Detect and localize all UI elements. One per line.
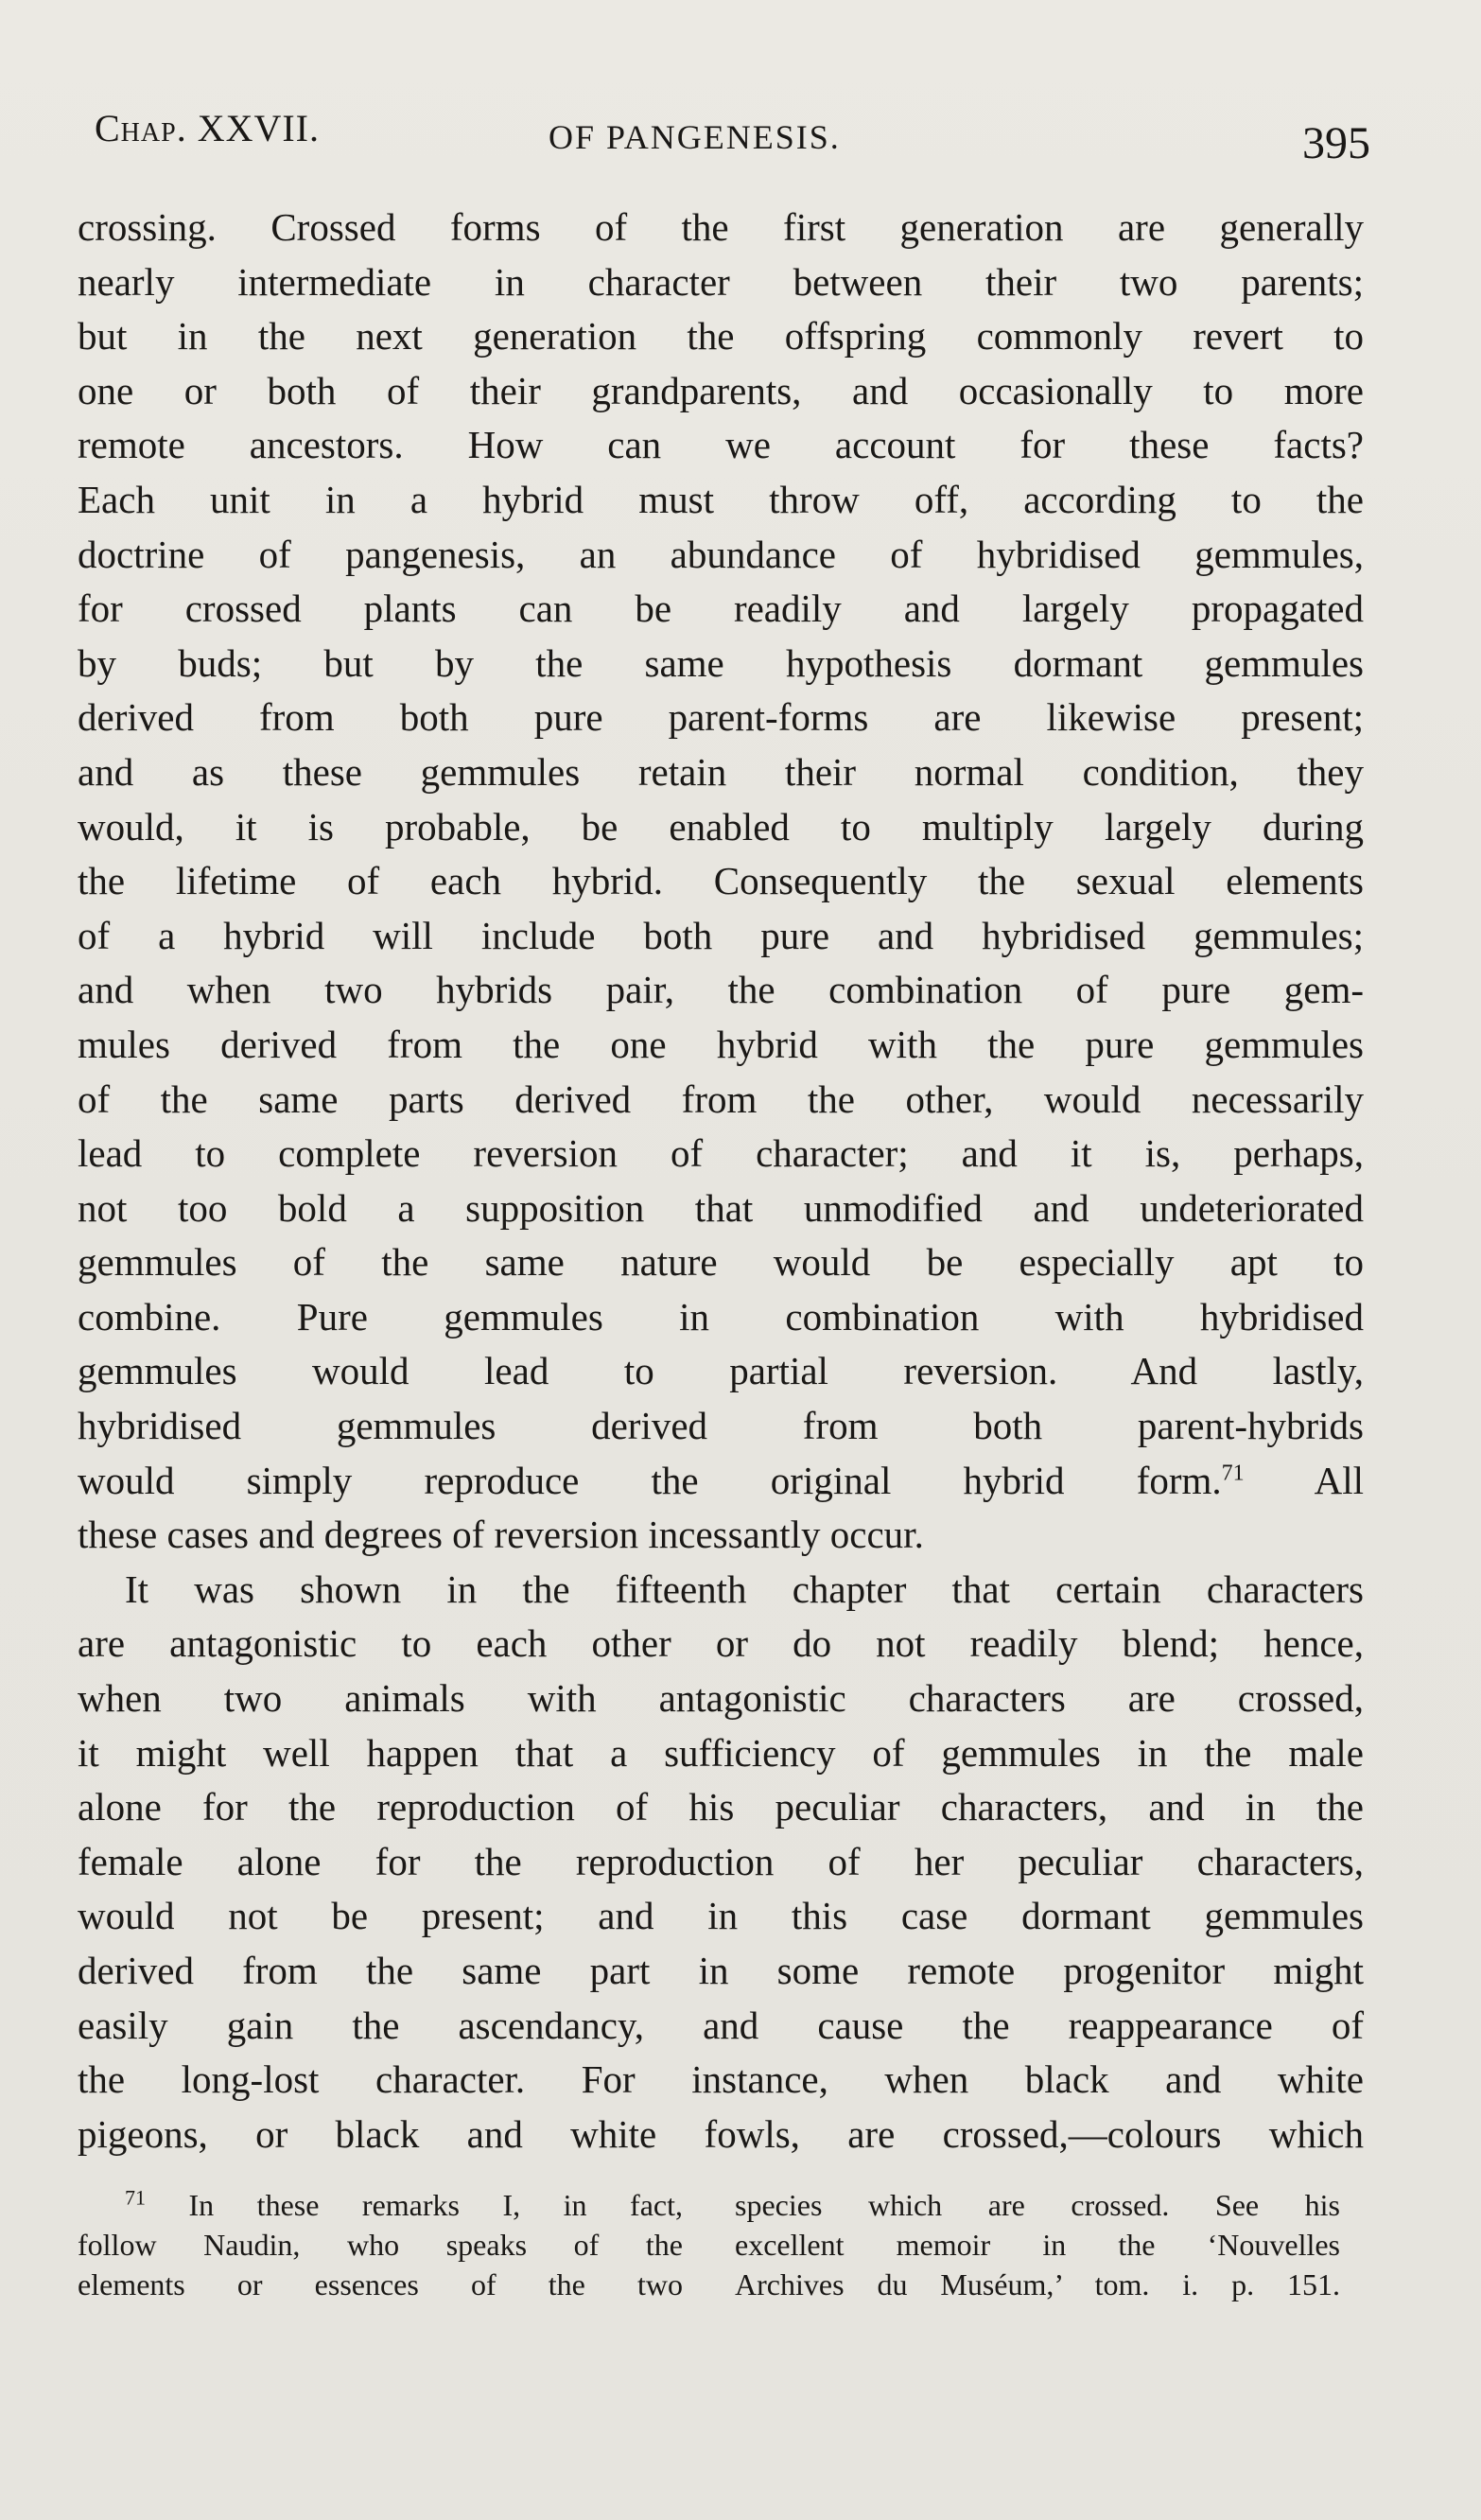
text-line: but in the next generation the offspring commonly revert to <box>78 314 1364 359</box>
footnote-line: Archives du Muséum,’ tom. i. p. 151. <box>735 2267 1340 2301</box>
text-line: nearly intermediate in character between their two parents; <box>78 259 1364 304</box>
text-line: derived from both pure parent-forms are likewise present; <box>78 695 1364 740</box>
text-line: gemmules would lead to partial reversion. And lastly, <box>78 1349 1364 1393</box>
text-line: would, it is probable, be enabled to multiply largely during <box>78 804 1364 849</box>
text-line: it might well happen that a sufficiency of gemmules in the male <box>78 1730 1364 1775</box>
footnote-line: follow Naudin, who speaks of the <box>78 2228 683 2262</box>
text-line: for crossed plants can be readily and largely propagated <box>78 586 1364 631</box>
text-line: alone for the reproduction of his peculiar characters, and in the <box>78 1785 1364 1829</box>
text-line: these cases and degrees of reversion incessantly occur. <box>78 1513 924 1557</box>
text-line: derived from the same part in some remote progenitor might <box>78 1949 1364 1992</box>
footnote-mark: 71 <box>125 2185 146 2210</box>
text-line: female alone for the reproduction of her peculiar characters, <box>78 1839 1364 1883</box>
footnote-line: species which are crossed. See his <box>735 2188 1340 2222</box>
text-line: by buds; but by the same hypothesis dormant gemmules <box>78 640 1364 685</box>
text-line: gemmules of the same nature would be especially apt to <box>78 1240 1364 1285</box>
text-line: when two animals with antagonistic characters are crossed, <box>78 1676 1364 1721</box>
text-line: would not be present; and in this case dormant gemmules <box>78 1894 1364 1938</box>
text-line: not too bold a supposition that unmodified and undeteriorated <box>78 1185 1364 1230</box>
text-line: the lifetime of each hybrid. Consequently the sexual elements <box>78 859 1364 903</box>
footnote-line: elements or essences of the two <box>78 2267 683 2301</box>
page-number: 395 <box>1302 118 1370 168</box>
chapter-label: Chap. XXVII. <box>95 107 320 149</box>
text-line: lead to complete reversion of character; and it is, perhaps, <box>78 1131 1364 1176</box>
footnote-block <box>78 2185 1364 2318</box>
text-line: of the same parts derived from the other, would necessarily <box>78 1076 1364 1121</box>
text-line: and when two hybrids pair, the combination of pure gem- <box>78 968 1364 1012</box>
footnote-line: excellent memoir in the ‘Nouvelles <box>735 2228 1340 2262</box>
running-header <box>95 106 1376 172</box>
footnote-column-left <box>78 2185 683 2304</box>
text-line: easily gain the ascendancy, and cause the reappearance of <box>78 2003 1364 2047</box>
text-line-tail: All <box>1314 1458 1364 1502</box>
footnote-text: In these remarks I, in fact, <box>188 2188 684 2222</box>
footnote-column-right <box>735 2185 1340 2304</box>
paragraph-start-line: It was shown in the fifteenth chapter that certain characters <box>125 1566 1364 1611</box>
running-title: OF PANGENESIS. <box>549 118 841 156</box>
text-line: hybridised gemmules derived from both parent-hybrids <box>78 1404 1364 1448</box>
text-line: the long-lost character. For instance, when black and white <box>78 2057 1364 2102</box>
text-line: pigeons, or black and white fowls, are crossed,—colours which <box>78 2111 1364 2156</box>
footnote-line <box>78 2185 683 2225</box>
text-line: one or both of their grandparents, and occasionally to more <box>78 368 1364 412</box>
text-line: are antagonistic to each other or do not readily blend; hence, <box>78 1621 1364 1666</box>
text-line: of a hybrid will include both pure and hybridised gemmules; <box>78 913 1364 957</box>
text-line-with-footnote-ref <box>78 1454 1364 1509</box>
text-line: combine. Pure gemmules in combination with hybridised <box>78 1294 1364 1339</box>
footnote-reference[interactable]: 71 <box>1221 1461 1245 1485</box>
body-text <box>78 201 1364 2161</box>
text-line: doctrine of pangenesis, an abundance of hybridised gemmules, <box>78 532 1364 576</box>
text-line: remote ancestors. How can we account for these facts? <box>78 423 1364 467</box>
text-line-main: would simply reproduce the original hybrid form. <box>78 1458 1222 1502</box>
text-line: and as these gemmules retain their normal condition, they <box>78 749 1364 794</box>
text-line: crossing. Crossed forms of the first generation are generally <box>78 205 1364 249</box>
text-line: Each unit in a hybrid must throw off, according to the <box>78 477 1364 521</box>
text-line: mules derived from the one hybrid with the pure gemmules <box>78 1022 1364 1066</box>
